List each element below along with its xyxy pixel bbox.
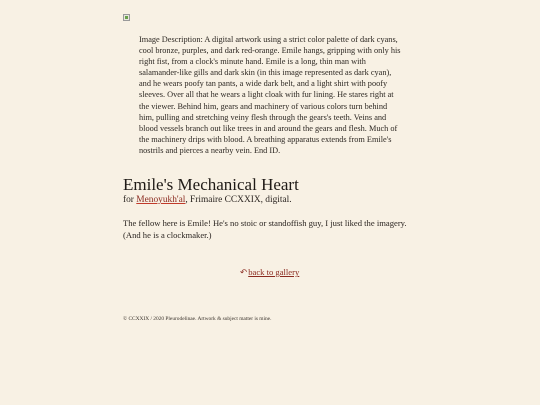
back-arrow-icon: ↶ [240,267,248,277]
back-to-gallery-link[interactable] [240,267,299,278]
subtitle-prefix: for [123,195,137,205]
image-description: Image Description: A digital artwork using a strict color palette of dark cyans, cool bronze, purples, and dark red-orange. Emile hangs, gripping with only his right fist, from a clock's minute hand. Emile is a long, thin man with salamander-like gills and dark skin (in this image represented as dark cyan), and he wears poofy tan pants, a wide dark belt, and a light shirt with poofy sleeves. Over all that he wears a light cloak with fur lining. He stares right at the viewer. Behind him, gears and machinery of various colors turn behind him, pulling and stretching veiny flesh through the gears's teeth. Veins and blood vessels branch out like trees in and around the gears and flesh. Much of the machinery drips with blood. A breathing apparatus extends from Emile's nostrils and pierces a nearby vein. End ID. [139,35,401,155]
artist-comment: The fellow here is Emile! He's no stoic or standoffish guy, I just liked the imagery. (And he is a clockmaker.) [123,218,407,240]
page-title: Emile's Mechanical Heart [123,175,299,194]
artwork-image [123,14,130,21]
back-link-label: back to gallery [248,267,300,277]
subtitle-suffix: , Frimaire CCXXIX, digital. [185,195,292,205]
artwork-subtitle [123,195,292,205]
recipient-link[interactable]: Menoyukh'al [136,195,186,205]
copyright-footer: © CCXXIX / 2020 Pleurodelinae. Artwork & subject matter is mine. [123,316,272,322]
